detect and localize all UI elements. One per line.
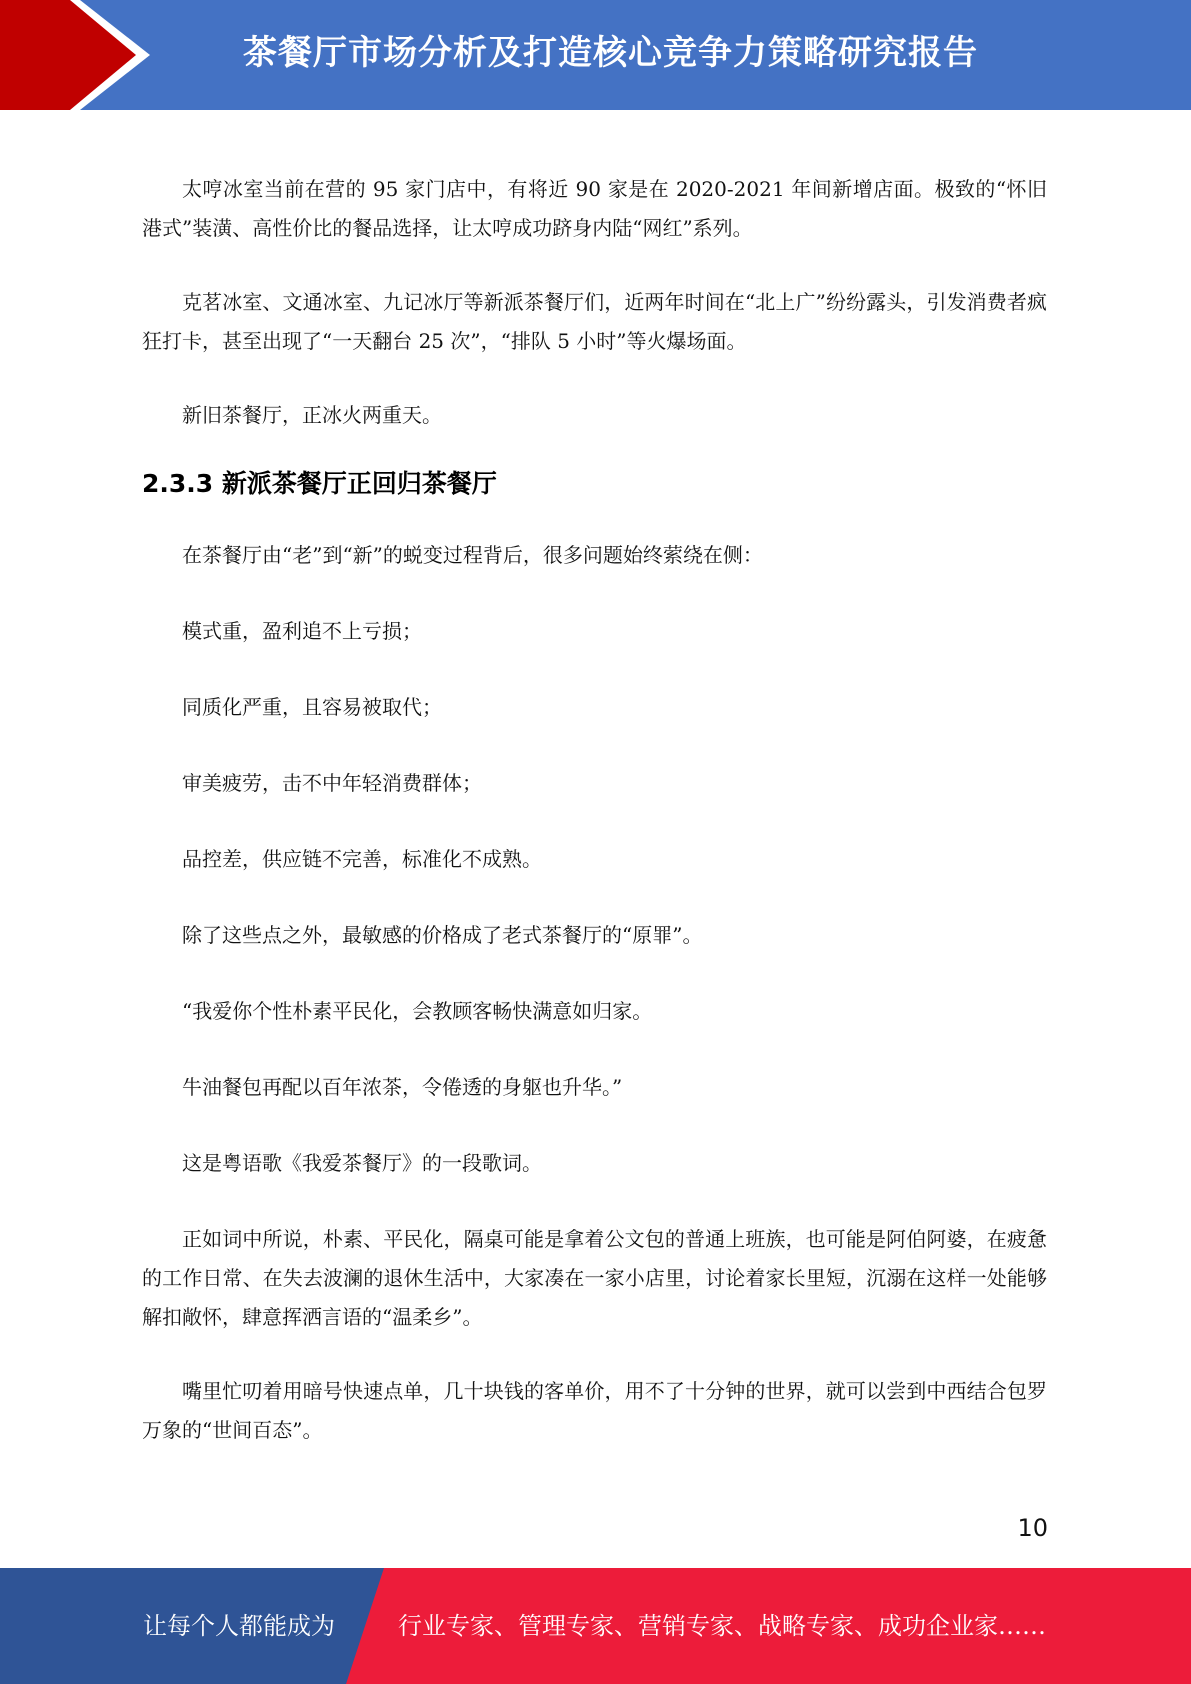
header-red-arrow-decoration — [0, 0, 150, 110]
page-number: 10 — [1017, 1514, 1048, 1542]
paragraph: 模式重，盈利追不上亏损； — [182, 619, 422, 643]
paragraph: 在茶餐厅由“老”到“新”的蜕变过程背后，很多问题始终萦绕在侧： — [182, 543, 763, 567]
footer-slogan-right: 行业专家、管理专家、营销专家、战略专家、成功企业家…… — [398, 1612, 1046, 1640]
footer-banner — [0, 1568, 1191, 1684]
paragraph: 新旧茶餐厅，正冰火两重天。 — [182, 403, 442, 427]
paragraph: 除了这些点之外，最敏感的价格成了老式茶餐厅的“原罪”。 — [182, 923, 703, 947]
paragraph: 克茗冰室、文通冰室、九记冰厅等新派茶餐厅们，近两年时间在“北上广”纷纷露头，引发消费者疯狂打卡，甚至出现了“一天翻台 25 次”，“排队 5 小时”等火爆场面。 — [142, 290, 1047, 353]
main-content — [142, 170, 1047, 1450]
paragraph: 太哼冰室当前在营的 95 家门店中，有将近 90 家是在 2020-2021 年间新增店面。极致的“怀旧港式”装潢、高性价比的餐品选择，让太哼成功跻身内陆“网红”系列。 — [142, 177, 1047, 240]
paragraph: 品控差，供应链不完善，标准化不成熟。 — [182, 847, 542, 871]
header-banner — [0, 0, 1191, 110]
paragraph: 这是粤语歌《我爱茶餐厅》的一段歌词。 — [182, 1151, 542, 1175]
footer-slogan-left: 让每个人都能成为 — [143, 1612, 335, 1640]
section-heading: 2.3.3 新派茶餐厅正回归茶餐厅 — [142, 469, 497, 498]
lyric-line: 牛油餐包再配以百年浓茶，令倦透的身躯也升华。” — [182, 1075, 623, 1099]
paragraph: 审美疲劳，击不中年轻消费群体； — [182, 771, 482, 795]
lyric-line: “我爱你个性朴素平民化，会教顾客畅快满意如归家。 — [182, 999, 653, 1023]
paragraph: 同质化严重，且容易被取代； — [182, 695, 442, 719]
paragraph: 嘴里忙叨着用暗号快速点单，几十块钱的客单价，用不了十分钟的世界，就可以尝到中西结合包罗万象的“世间百态”。 — [142, 1379, 1047, 1442]
paragraph: 正如词中所说，朴素、平民化，隔桌可能是拿着公文包的普通上班族，也可能是阿伯阿婆，在疲惫的工作日常、在失去波澜的退休生活中，大家凑在一家小店里，讨论着家长里短，沉溺在这样一处能够解扣敞怀，肆意挥洒言语的“温柔乡”。 — [142, 1227, 1047, 1329]
document-title: 茶餐厅市场分析及打造核心竞争力策略研究报告 — [243, 33, 978, 73]
